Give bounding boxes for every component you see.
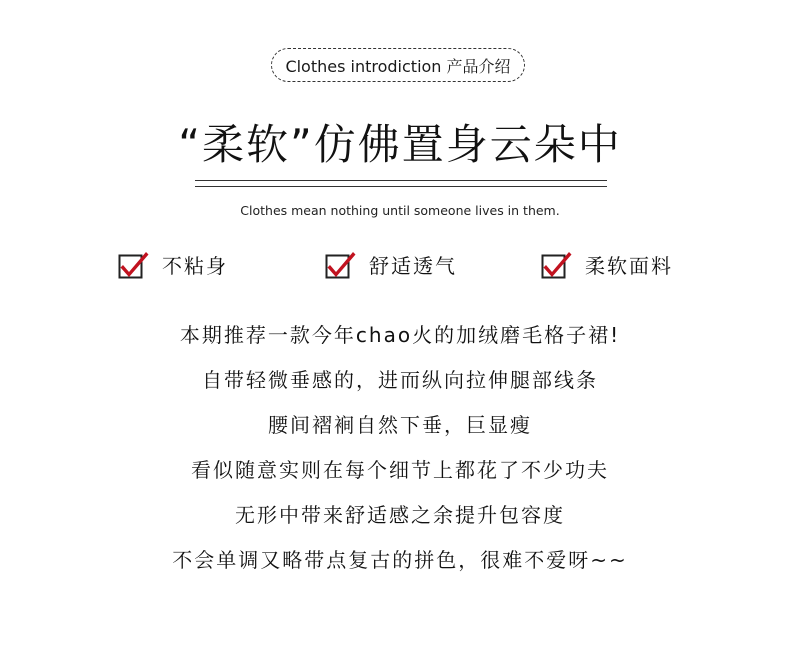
- description-line: 不会单调又略带点复古的拼色，很难不爱呀~~: [172, 548, 628, 572]
- badge-text: Clothes introdiction 产品介绍: [285, 56, 511, 76]
- description-line: 无形中带来舒适感之余提升包容度: [235, 503, 565, 527]
- checkbox-checked-icon: [325, 249, 357, 279]
- checkbox-checked-icon: [541, 249, 573, 279]
- headline: “柔软”仿佛置身云朵中: [178, 120, 622, 169]
- description-line: 自带轻微垂感的，进而纵向拉伸腿部线条: [202, 368, 598, 392]
- checkbox-checked-icon: [118, 249, 150, 279]
- feature-item: [541, 249, 673, 279]
- description-block: [0, 316, 800, 586]
- feature-item: [118, 249, 228, 279]
- divider-line-bottom: [195, 186, 607, 187]
- section-badge: [271, 48, 525, 82]
- feature-item: [325, 249, 457, 279]
- description-line: 本期推荐一款今年chao火的加绒磨毛格子裙!: [179, 323, 621, 347]
- feature-label: 柔软面料: [585, 253, 673, 278]
- feature-label: 舒适透气: [369, 253, 457, 278]
- divider-line-top: [195, 180, 607, 181]
- feature-label: 不粘身: [162, 253, 228, 278]
- description-line: 腰间褶裥自然下垂，巨显瘦: [268, 413, 532, 437]
- description-line: 看似随意实则在每个细节上都花了不少功夫: [191, 458, 609, 482]
- tagline: Clothes mean nothing until someone lives in them.: [240, 203, 560, 218]
